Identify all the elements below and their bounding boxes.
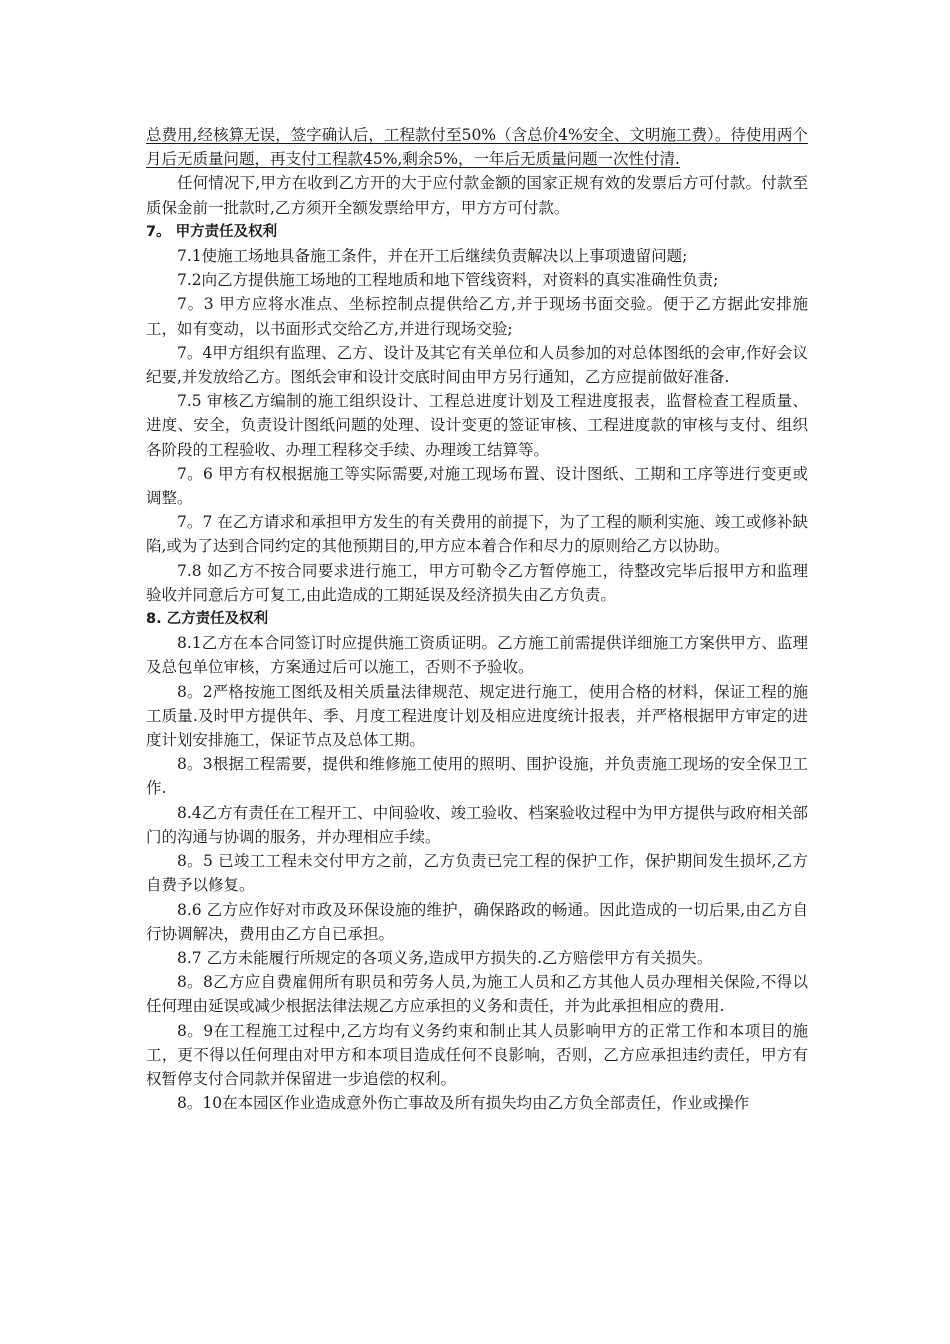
clause-8-2: 8。2严格按施工图纸及相关质量法律规范、规定进行施工，使用合格的材料，保证工程的施工质量.及时甲方提供年、季、月度工程进度计划及相应进度统计报表，并严格根据甲方审定的进度计划安排施工，保证节点及总体工期。 <box>146 682 808 750</box>
clause-7-5: 7.5 审核乙方编制的施工组织设计、工程总进度计划及工程进度报表，监督检查工程质量、进度、安全，负责设计图纸问题的处理、设计变更的签证审核、工程进度款的审核与支付、组织各阶段的工程验收、办理工程移交手续、办理竣工结算等。 <box>146 392 808 459</box>
invoice-terms-paragraph: 任何情况下,甲方在收到乙方开的大于应付款金额的国家正规有效的发票后方可付款。付款至质保金前一批款时,乙方须开全额发票给甲方，甲方方可付款。 <box>146 174 808 217</box>
clause-8-4: 8.4乙方有责任在工程开工、中间验收、竣工验收、档案验收过程中为甲方提供与政府相关部门的沟通与协调的服务，并办理相应手续。 <box>146 803 808 846</box>
clause-8-5: 8。5 已竣工工程未交付甲方之前，乙方负责已完工程的保护工作，保护期间发生损坏,乙方自费予以修复。 <box>146 852 808 895</box>
clause-8-6: 8.6 乙方应作好对市政及环保设施的维护，确保路政的畅通。因此造成的一切后果,由乙方自行协调解决，费用由乙方自已承担。 <box>146 900 808 943</box>
payment-terms-paragraph: 总费用,经核算无误，签字确认后，工程款付至50%（含总价4%安全、文明施工费）。待使用两个月后无质量问题，再支付工程款45%,剩余5%，一年后无质量问题一次性付清. <box>146 126 808 169</box>
clause-7-4: 7。4甲方组织有监理、乙方、设计及其它有关单位和人员参加的对总体图纸的会审,作好会议纪要,并发放给乙方。图纸会审和设计交底时间由甲方另行通知，乙方应提前做好准备. <box>146 343 808 387</box>
section-7-heading: 7。 甲方责任及权利 <box>146 223 278 240</box>
clause-8-3: 8。3根据工程需要，提供和维修施工使用的照明、围护设施，并负责施工现场的安全保卫工作. <box>146 755 808 798</box>
clause-7-1: 7.1使施工场地具备施工条件，并在开工后继续负责解决以上事项遗留问题; <box>177 247 688 266</box>
clause-8-7: 8.7 乙方未能履行所规定的各项义务,造成甲方损失的.乙方赔偿甲方有关损失。 <box>177 948 713 967</box>
clause-7-3: 7。3 甲方应将水准点、坐标控制点提供给乙方,并于现场书面交验。便于乙方据此安排施工，如有变动，以书面形式交给乙方,并进行现场交验; <box>146 295 808 338</box>
clause-8-10: 8。10在本园区作业造成意外伤亡事故及所有损失均由乙方负全部责任，作业或操作 <box>177 1094 750 1113</box>
clause-7-7: 7。7 在乙方请求和承担甲方发生的有关费用的前提下，为了工程的顺利实施、竣工或修补缺陷,或为了达到合同约定的其他预期目的,甲方应本着合作和尽力的原则给乙方以协助。 <box>146 513 808 556</box>
clause-8-9: 8。9在工程施工过程中,乙方均有义务约束和制止其人员影响甲方的正常工作和本项目的施工，更不得以任何理由对甲方和本项目造成任何不良影响，否则，乙方应承担违约责任，甲方有权暂停支付合同款并保留进一步追偿的权利。 <box>146 1021 808 1088</box>
clause-8-1: 8.1乙方在本合同签订时应提供施工资质证明。乙方施工前需提供详细施工方案供甲方、监理及总包单位审核，方案通过后可以施工，否则不予验收。 <box>146 634 808 677</box>
clause-7-6: 7。6 甲方有权根据施工等实际需要,对施工现场布置、设计图纸、工期和工序等进行变更或调整。 <box>146 464 808 508</box>
contract-page <box>146 123 808 1115</box>
clause-7-2: 7.2向乙方提供施工场地的工程地质和地下管线资料，对资料的真实准确性负责; <box>177 271 719 290</box>
clause-7-8: 7.8 如乙方不按合同要求进行施工，甲方可勒令乙方暂停施工，待整改完毕后报甲方和监理验收并同意后方可复工,由此造成的工期延误及经济损失由乙方负责。 <box>146 561 808 604</box>
section-8-heading: 8. 乙方责任及权利 <box>146 611 269 628</box>
clause-8-8: 8。8乙方应自费雇佣所有职员和劳务人员,为施工人员和乙方其他人员办理相关保险,不得以任何理由延误或减少根据法律法规乙方应承担的义务和责任，并为此承担相应的费用. <box>146 973 808 1016</box>
